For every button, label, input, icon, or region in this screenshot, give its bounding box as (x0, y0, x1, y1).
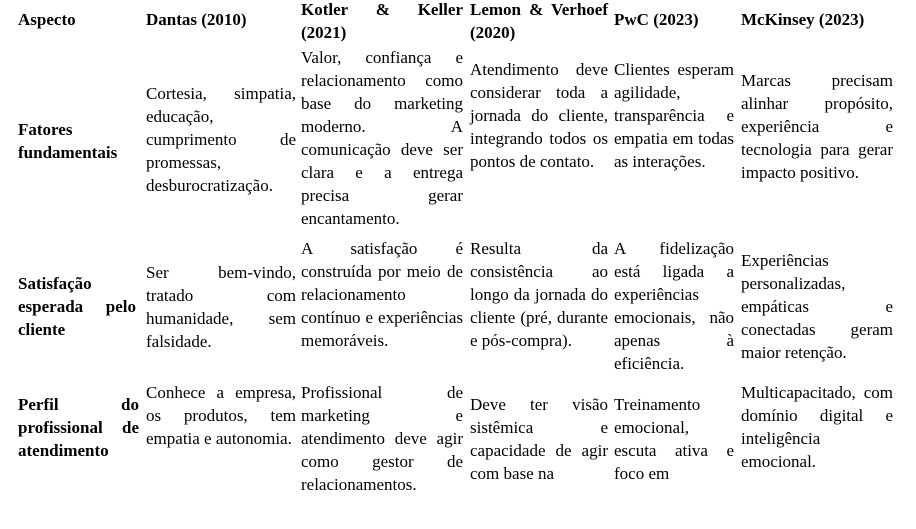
cell-perfil-lemon: Deve ter visão sistêmica e capacidade de agir com base na (470, 395, 608, 483)
header-mckinsey: McKinsey (2023) (741, 10, 865, 29)
cell-perfil-dantas: Conhece a empresa, os produtos, tem empatia e autonomia. (146, 383, 296, 448)
cell-fatores-kotler: Valor, confiança e relacionamento como base do marketing moderno. A comunicação deve ser clara e a entrega precisa gerar encantamento. (301, 48, 463, 228)
header-kotler-keller: Kotler & Keller (2021) (301, 0, 463, 42)
cell-fatores-pwc: Clientes esperam agilidade, transparência e empatia em todas as interações. (614, 60, 734, 171)
header-lemon-verhoef: Lemon & Verhoef (2020) (470, 0, 608, 42)
row-label-perfil: Perfil do profissional de atendimento (18, 395, 139, 460)
header-dantas: Dantas (2010) (146, 10, 247, 29)
cell-satisfacao-kotler: A satisfação é construída por meio de relacionamento contínuo e experiências memoráveis. (301, 239, 463, 350)
row-label-fatores: Fatores fundamentais (18, 120, 118, 162)
row-label-satisfacao: Satisfação esperada pelo cliente (18, 274, 136, 339)
cell-fatores-dantas: Cortesia, simpatia, educação, cumprimento de promessas, desburocratização. (146, 84, 296, 195)
cell-perfil-kotler: Profissional de marketing e atendimento deve agir como gestor de relacionamentos. (301, 383, 463, 494)
header-aspecto: Aspecto (18, 10, 76, 29)
header-pwc: PwC (2023) (614, 10, 699, 29)
cell-satisfacao-lemon: Resulta da consistência ao longo da jornada do cliente (pré, durante e pós-compra). (470, 239, 608, 350)
cell-satisfacao-pwc: A fidelização está ligada a experiências emocionais, não apenas à eficiência. (614, 239, 734, 373)
cell-fatores-mckinsey: Marcas precisam alinhar propósito, experiência e tecnologia para gerar impacto positivo. (741, 71, 893, 182)
cell-satisfacao-dantas: Ser bem-vindo, tratado com humanidade, sem falsidade. (146, 263, 296, 351)
cell-fatores-lemon: Atendimento deve considerar toda a jornada do cliente, integrando todos os pontos de contato. (470, 60, 608, 171)
cell-perfil-pwc: Treinamento emocional, escuta ativa e foco em (614, 395, 734, 483)
cell-perfil-mckinsey: Multicapacitado, com domínio digital e inteligência emocional. (741, 383, 893, 471)
cell-satisfacao-mckinsey: Experiências personalizadas, empáticas e conectadas geram maior retenção. (741, 251, 893, 362)
